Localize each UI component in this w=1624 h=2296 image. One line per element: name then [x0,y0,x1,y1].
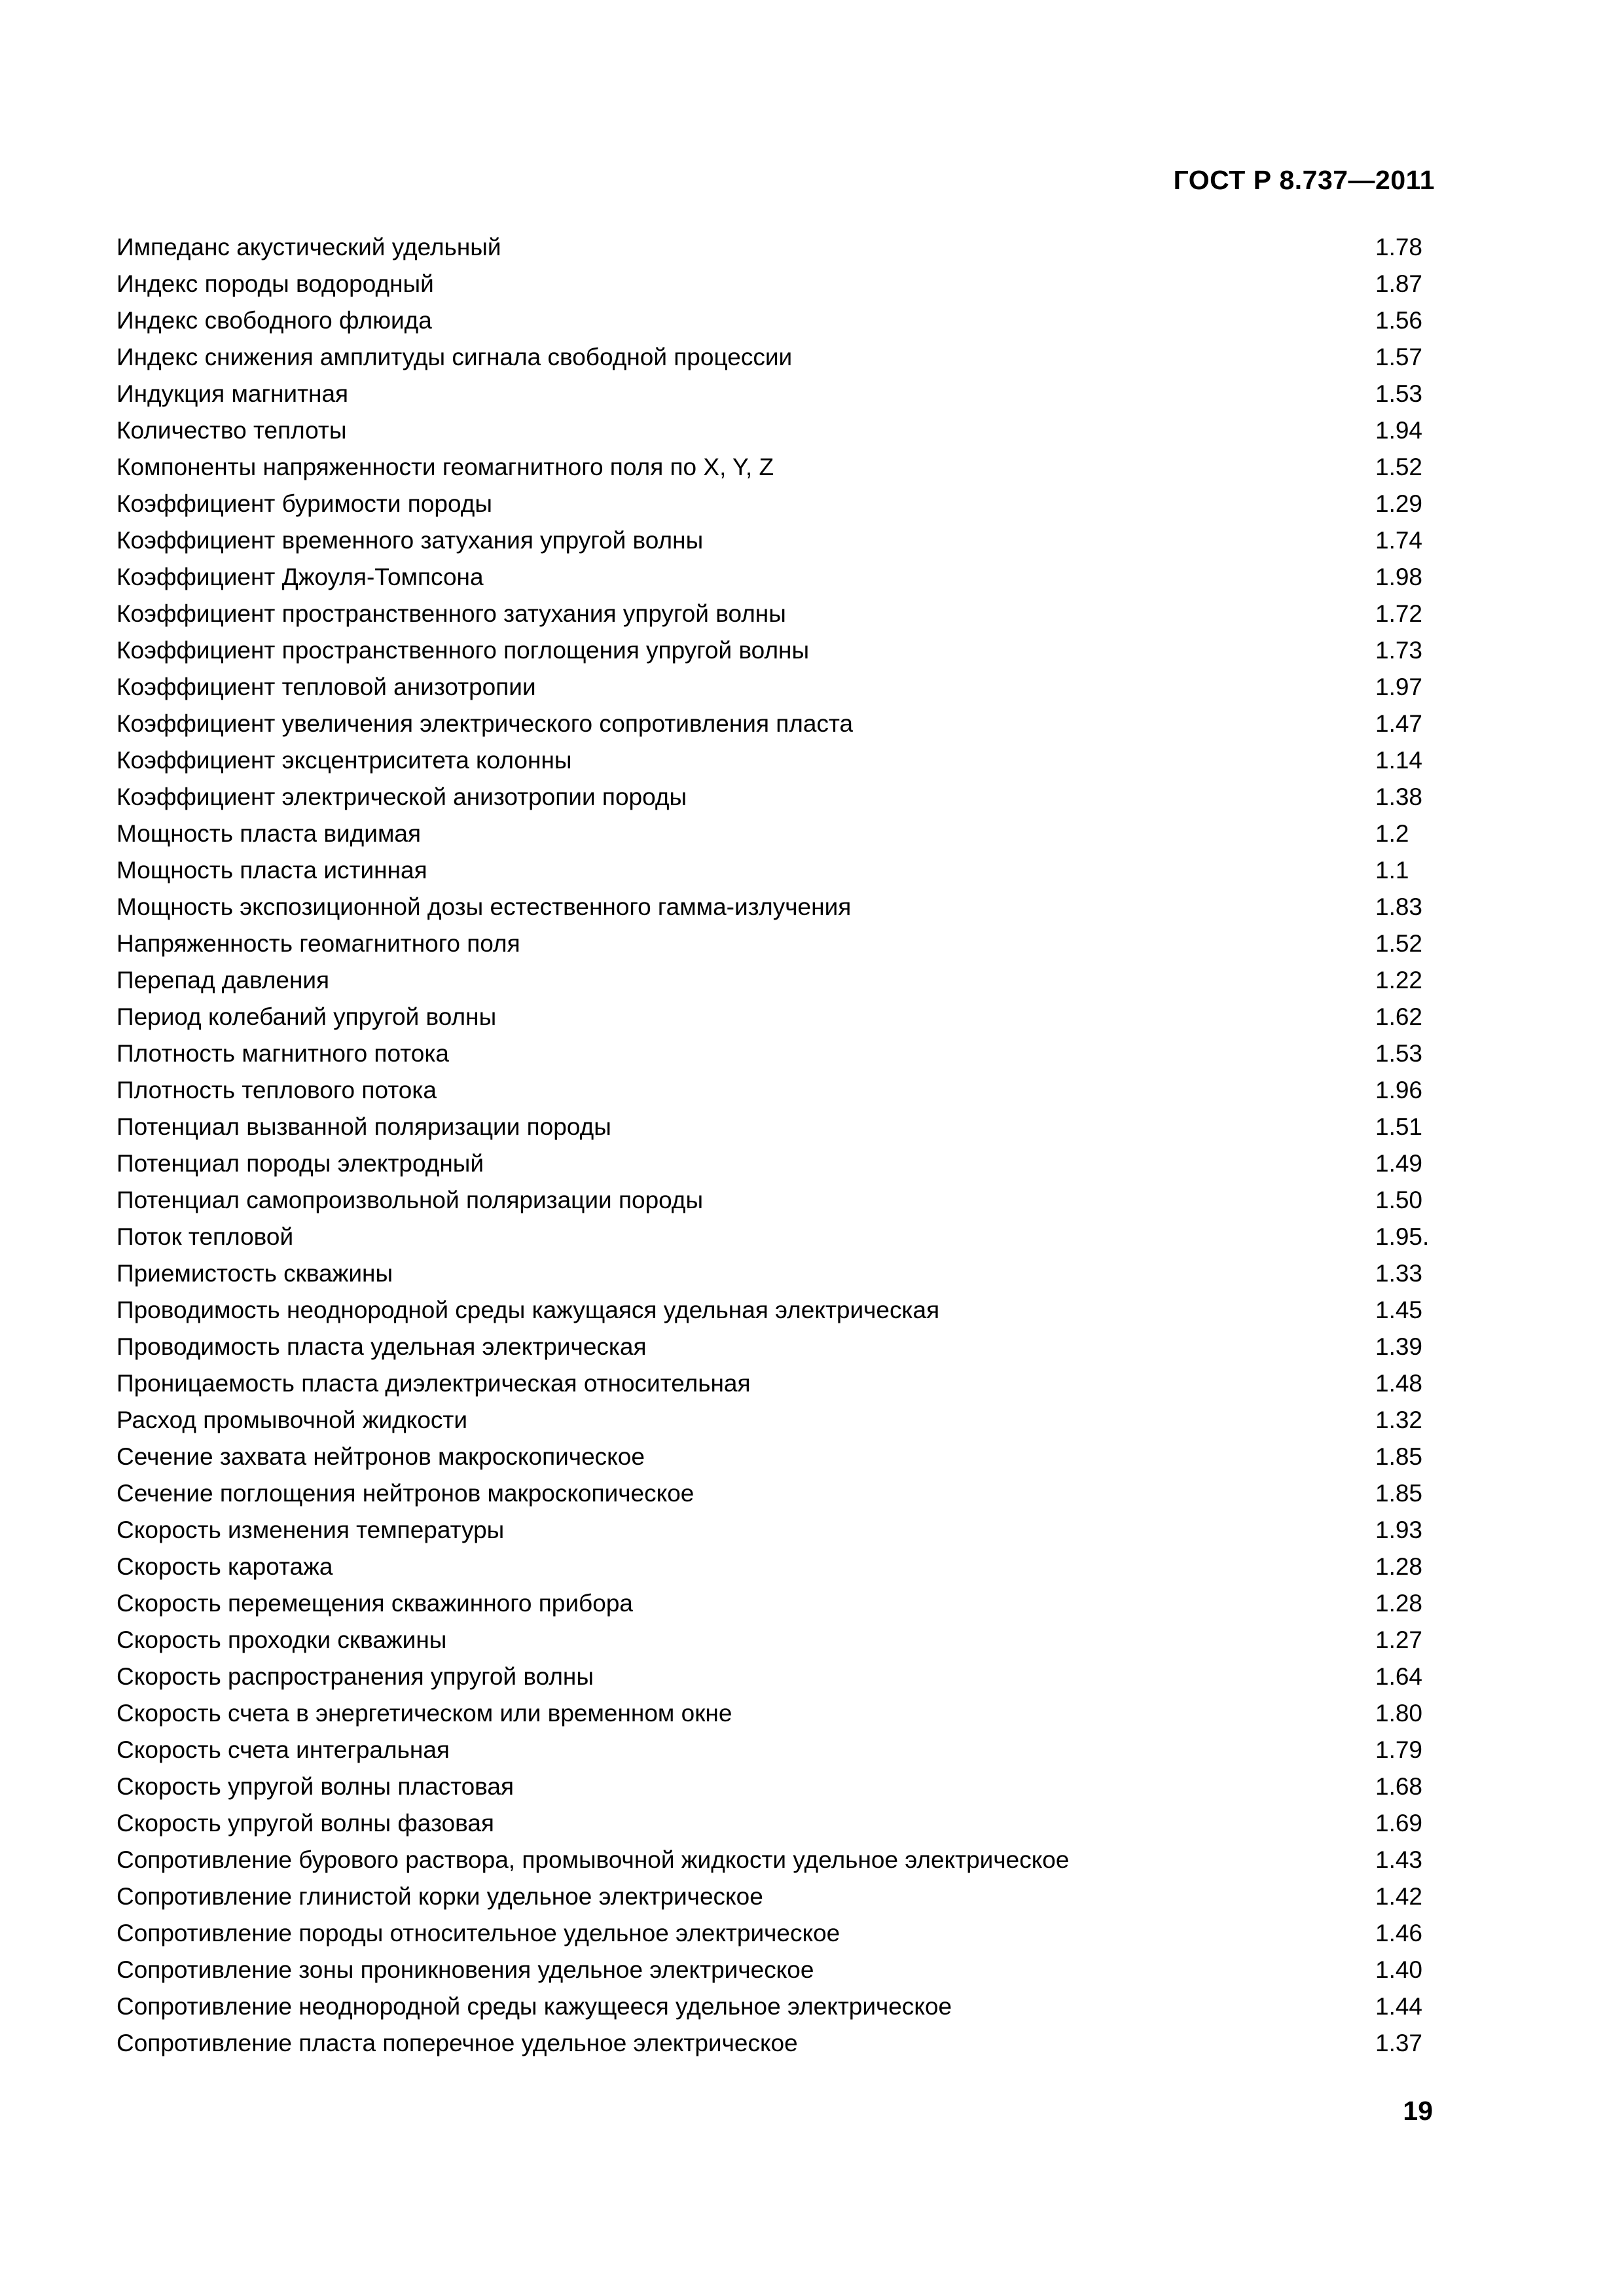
index-term: Проводимость пласта удельная электрическая [117,1333,647,1360]
index-entry [117,1035,1426,1072]
index-term: Расход промывочной жидкости [117,1407,468,1433]
index-entry [117,1952,1426,1988]
index-entry [117,486,1426,522]
page-number: 19 [1403,2096,1433,2126]
index-entry [117,596,1426,632]
index-reference: 1.87 [1375,270,1423,297]
index-term: Сечение захвата нейтронов макроскопическое [117,1443,645,1470]
index-entry [117,669,1426,706]
index-entry [117,1475,1426,1512]
index-entry [117,266,1426,302]
index-term: Проводимость неоднородной среды кажущаяся удельная электрическая [117,1297,940,1323]
index-entry [117,816,1426,852]
index-entry [117,1292,1426,1329]
index-reference: 1.73 [1375,637,1423,664]
index-term: Коэффициент пространственного поглощения упругой волны [117,637,810,664]
index-entry [117,1255,1426,1292]
index-reference: 1.39 [1375,1333,1423,1360]
index-term: Потенциал вызванной поляризации породы [117,1113,611,1140]
index-entry [117,1109,1426,1145]
index-term: Потенциал самопроизвольной поляризации породы [117,1187,704,1213]
index-term: Скорость упругой волны фазовая [117,1810,494,1837]
index-term: Коэффициент Джоуля-Томпсона [117,564,484,590]
index-term: Индекс снижения амплитуды сигнала свободной процессии [117,344,793,370]
index-reference: 1.14 [1375,747,1423,774]
index-term: Коэффициент увеличения электрического сопротивления пласта [117,710,854,737]
index-term: Сопротивление неоднородной среды кажущееся удельное электрическое [117,1993,952,2020]
index-reference: 1.80 [1375,1700,1423,1727]
index-reference: 1.62 [1375,1003,1423,1030]
index-reference: 1.83 [1375,893,1423,920]
index-reference: 1.32 [1375,1407,1423,1433]
index-entry [117,339,1426,376]
index-reference: 1.43 [1375,1846,1423,1873]
index-entry [117,1182,1426,1219]
index-term: Перепад давления [117,967,330,994]
index-reference: 1.22 [1375,967,1423,994]
index-reference: 1.85 [1375,1480,1423,1507]
index-entry [117,449,1426,486]
index-term: Скорость счета в энергетическом или временном окне [117,1700,732,1727]
document-header: ГОСТ Р 8.737—2011 [1173,165,1435,195]
index-reference: 1.96 [1375,1077,1423,1103]
index-entry [117,1219,1430,1255]
index-term: Индекс породы водородный [117,270,434,297]
index-entry [117,1329,1426,1365]
index-reference: 1.42 [1375,1883,1423,1910]
index-term: Скорость изменения температуры [117,1516,505,1543]
index-term: Сечение поглощения нейтронов макроскопическое [117,1480,695,1507]
index-entry [117,229,1426,266]
index-term: Скорость счета интегральная [117,1736,450,1763]
index-term: Напряженность геомагнитного поля [117,930,520,957]
index-term: Сопротивление бурового раствора, промывочной жидкости удельное электрическое [117,1846,1070,1873]
index-reference: 1.68 [1375,1773,1423,1800]
index-term: Скорость перемещения скважинного прибора [117,1590,633,1617]
index-entry [117,889,1426,925]
index-entry [117,779,1426,816]
index-reference: 1.78 [1375,234,1423,260]
index-term: Скорость проходки скважины [117,1626,447,1653]
index-term: Мощность пласта истинная [117,857,427,884]
index-term: Плотность магнитного потока [117,1040,449,1067]
index-entry [117,412,1426,449]
index-entry [117,1842,1426,1878]
index-reference: 1.45 [1375,1297,1423,1323]
index-reference: 1.72 [1375,600,1423,627]
index-reference: 1.69 [1375,1810,1423,1837]
index-reference: 1.53 [1375,380,1423,407]
index-reference: 1.38 [1375,783,1423,810]
index-reference: 1.51 [1375,1113,1423,1140]
index-term: Мощность пласта видимая [117,820,421,847]
index-entry [117,1768,1426,1805]
index-entry [117,559,1426,596]
index-reference: 1.48 [1375,1370,1423,1397]
index-reference: 1.29 [1375,490,1423,517]
index-entry [117,1402,1426,1439]
index-entry [117,852,1426,889]
index-reference: 1.74 [1375,527,1423,554]
index-entry [117,1512,1426,1549]
index-reference: 1.1 [1375,857,1409,884]
index-entry [117,1988,1426,2025]
index-entry [117,1622,1426,1659]
index-entry [117,962,1426,999]
index-entry [117,706,1426,742]
index-term: Сопротивление пласта поперечное удельное электрическое [117,2030,798,2056]
index-entry [117,376,1426,412]
index-reference: 1.94 [1375,417,1423,444]
index-entry [117,1915,1426,1952]
index-term: Количество теплоты [117,417,347,444]
index-reference: 1.93 [1375,1516,1423,1543]
index-entry [117,2025,1426,2062]
index-reference: 1.2 [1375,820,1409,847]
index-entry [117,1365,1426,1402]
index-term: Коэффициент буримости породы [117,490,492,517]
index-term: Импеданс акустический удельный [117,234,501,260]
index-term: Приемистость скважины [117,1260,393,1287]
index-reference: 1.53 [1375,1040,1423,1067]
index-entry [117,1072,1426,1109]
index-entry [117,302,1426,339]
index-entry [117,1805,1426,1842]
index-term: Проницаемость пласта диэлектрическая относительная [117,1370,751,1397]
index-term: Компоненты напряженности геомагнитного поля по X, Y, Z [117,454,774,480]
index-term: Сопротивление породы относительное удельное электрическое [117,1920,840,1946]
index-entry [117,999,1426,1035]
index-term: Сопротивление глинистой корки удельное электрическое [117,1883,763,1910]
index-entry [117,1878,1426,1915]
index-reference: 1.79 [1375,1736,1423,1763]
index-reference: 1.98 [1375,564,1423,590]
index-term: Коэффициент временного затухания упругой волны [117,527,704,554]
index-reference: 1.64 [1375,1663,1423,1690]
index-reference: 1.33 [1375,1260,1423,1287]
index-reference: 1.49 [1375,1150,1423,1177]
index-term: Потенциал породы электродный [117,1150,484,1177]
index-reference: 1.57 [1375,344,1423,370]
index-term: Коэффициент пространственного затухания упругой волны [117,600,786,627]
index-entry [117,1732,1426,1768]
index-reference: 1.56 [1375,307,1423,334]
index-entry [117,925,1426,962]
index-reference: 1.97 [1375,673,1423,700]
index-entry [117,1585,1426,1622]
index-reference: 1.44 [1375,1993,1423,2020]
index-reference: 1.28 [1375,1553,1423,1580]
index-reference: 1.52 [1375,454,1423,480]
index-entry [117,742,1426,779]
index-reference: 1.95. [1375,1223,1430,1250]
index-reference: 1.47 [1375,710,1423,737]
index-reference: 1.28 [1375,1590,1423,1617]
index-reference: 1.46 [1375,1920,1423,1946]
index-reference: 1.27 [1375,1626,1423,1653]
index-term: Период колебаний упругой волны [117,1003,497,1030]
index-entry [117,1439,1426,1475]
index-term: Скорость упругой волны пластовая [117,1773,514,1800]
index-term: Индукция магнитная [117,380,349,407]
index-reference: 1.50 [1375,1187,1423,1213]
index-term: Скорость каротажа [117,1553,333,1580]
index-term: Коэффициент эксцентриситета колонны [117,747,572,774]
term-index-list [117,229,1430,2062]
index-entry [117,1695,1426,1732]
index-term: Коэффициент электрической анизотропии породы [117,783,687,810]
index-term: Сопротивление зоны проникновения удельное электрическое [117,1956,814,1983]
index-term: Поток тепловой [117,1223,294,1250]
index-reference: 1.85 [1375,1443,1423,1470]
index-reference: 1.52 [1375,930,1423,957]
index-reference: 1.40 [1375,1956,1423,1983]
index-term: Индекс свободного флюида [117,307,432,334]
index-entry [117,1549,1426,1585]
index-term: Коэффициент тепловой анизотропии [117,673,536,700]
index-reference: 1.37 [1375,2030,1423,2056]
index-term: Плотность теплового потока [117,1077,437,1103]
index-entry [117,632,1426,669]
index-term: Мощность экспозиционной дозы естественного гамма-излучения [117,893,852,920]
index-entry [117,1145,1426,1182]
index-term: Скорость распространения упругой волны [117,1663,594,1690]
index-entry [117,1659,1426,1695]
index-entry [117,522,1426,559]
